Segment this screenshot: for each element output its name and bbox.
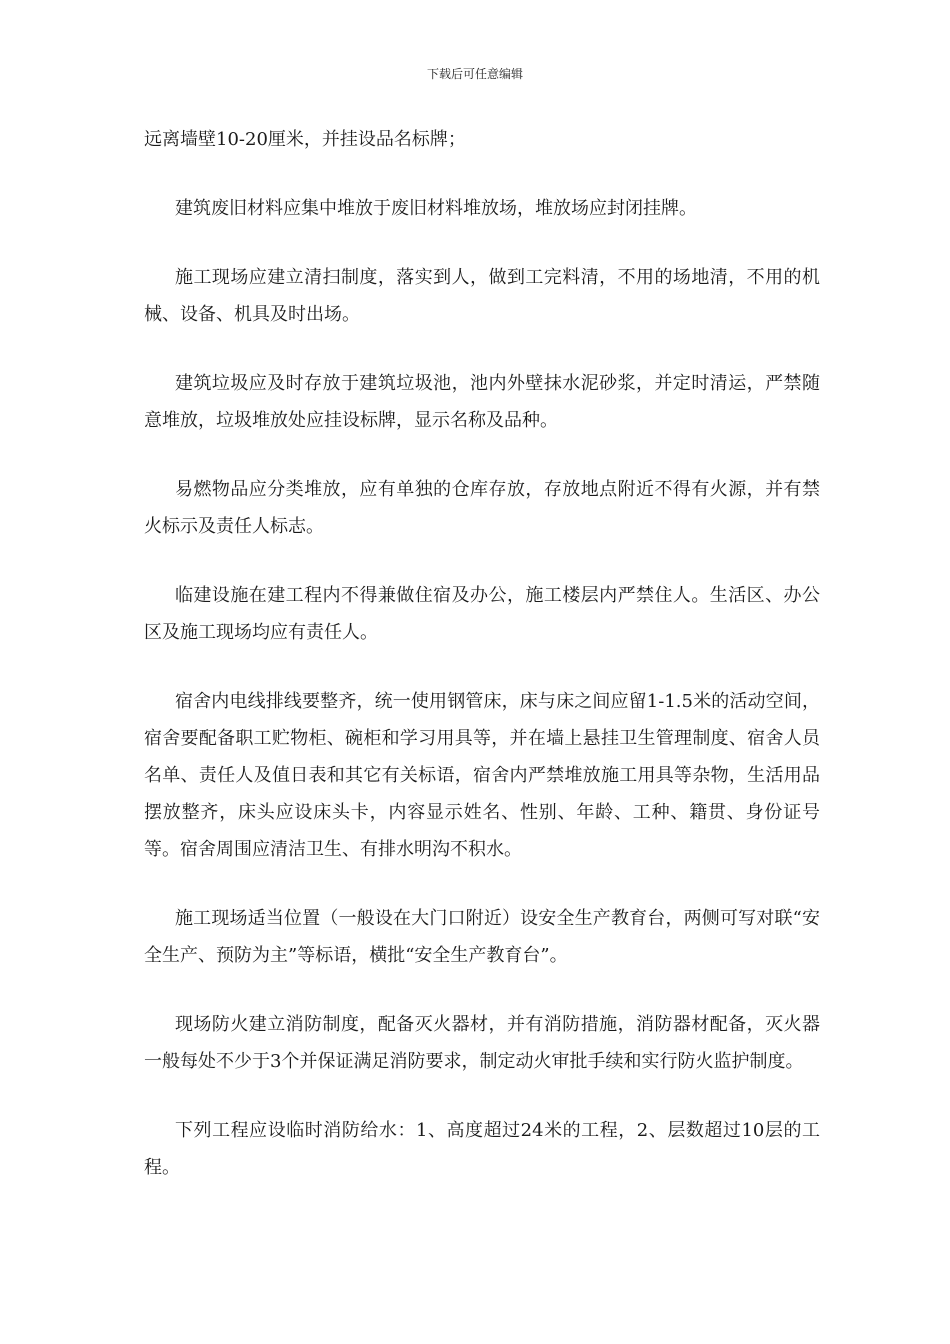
paragraph: 下列工程应设临时消防给水：1、高度超过24米的工程，2、层数超过10层的工程。: [144, 1120, 820, 1178]
paragraph: 施工现场应建立清扫制度，落实到人，做到工完料清，不用的场地清，不用的机械、设备、机具及时出场。: [144, 267, 820, 325]
paragraph-continued: 远离墙壁10-20厘米，并挂设品名标牌；: [144, 129, 466, 150]
document-body: [144, 121, 820, 1218]
paragraph: 建筑废旧材料应集中堆放于废旧材料堆放场，堆放场应封闭挂牌。: [175, 198, 697, 219]
paragraph: 施工现场适当位置（一般设在大门口附近）设安全生产教育台，两侧可写对联“安全生产、预防为主”等标语，横批“安全生产教育台”。: [144, 908, 820, 966]
paragraph: 易燃物品应分类堆放，应有单独的仓库存放，存放地点附近不得有火源，并有禁火标示及责任人标志。: [144, 479, 820, 537]
paragraph: 现场防火建立消防制度，配备灭火器材，并有消防措施，消防器材配备，灭火器一般每处不少于3个并保证满足消防要求，制定动火审批手续和实行防火监护制度。: [144, 1014, 820, 1072]
paragraph: 临建设施在建工程内不得兼做住宿及办公，施工楼层内严禁住人。生活区、办公区及施工现场均应有责任人。: [144, 585, 820, 643]
paragraph: 建筑垃圾应及时存放于建筑垃圾池，池内外壁抹水泥砂浆，并定时清运，严禁随意堆放，垃圾堆放处应挂设标牌，显示名称及品种。: [144, 373, 820, 431]
paragraph: 宿舍内电线排线要整齐，统一使用钢管床，床与床之间应留1-1.5米的活动空间，宿舍要配备职工贮物柜、碗柜和学习用具等，并在墙上悬挂卫生管理制度、宿舍人员名单、责任人及值日表和其它有关标语，宿舍内严禁堆放施工用具等杂物，生活用品摆放整齐，床头应设床头卡，内容显示姓名、性别、年龄、工种、籍贯、身份证号等。宿舍周围应清洁卫生、有排水明沟不积水。: [144, 691, 820, 860]
page-header-note: 下载后可任意编辑: [426, 67, 523, 81]
